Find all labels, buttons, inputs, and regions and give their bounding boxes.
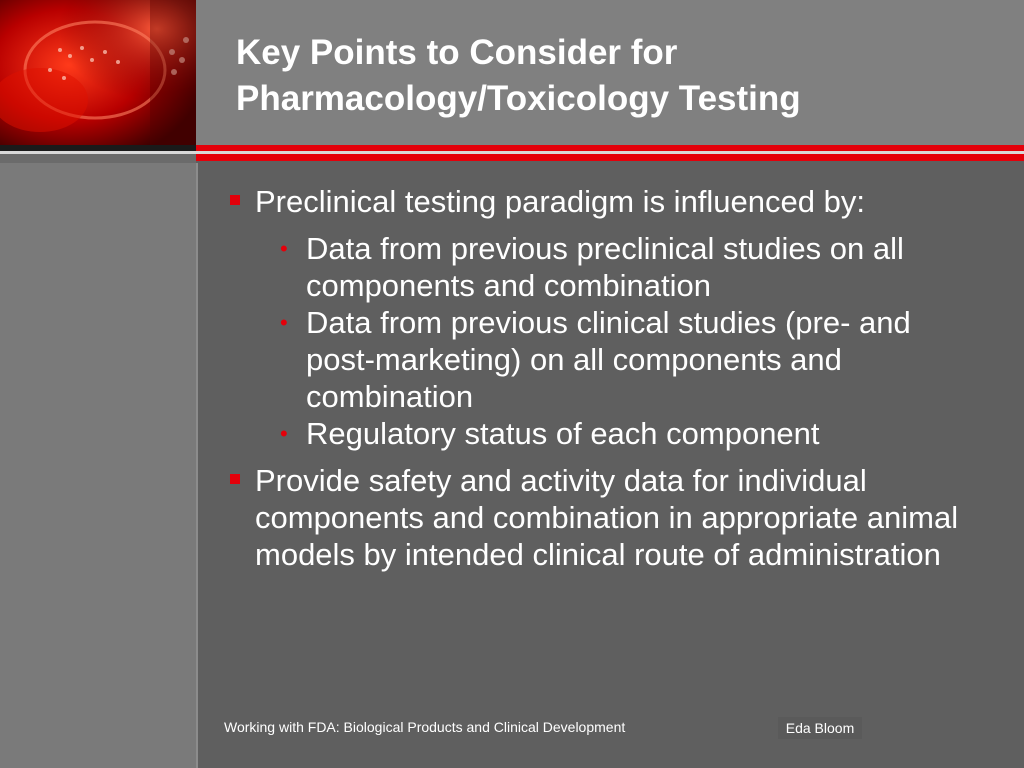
laboratory-photo-image [0,0,196,145]
left-sidebar-panel [0,163,196,768]
square-bullet-icon [230,474,240,484]
slide-body [228,183,988,583]
dot-bullet-icon: • [280,310,288,335]
dot-bullet-icon: • [280,236,288,261]
header-photo [0,0,196,145]
bullet-text: Provide safety and activity data for individual components and combination in appropriate animal models by intended clinical route of administration [255,463,959,572]
bullet-text: Preclinical testing paradigm is influenced by: [255,184,865,219]
dot-bullet-icon: • [280,421,288,446]
sub-bullet-text: Data from previous preclinical studies on all components and combination [306,231,904,303]
sub-bullet-item [228,415,988,452]
sub-bullet-list [228,230,988,452]
sub-bullet-text: Regulatory status of each component [306,416,820,451]
sub-bullet-text: Data from previous clinical studies (pre- and post-marketing) on all components and combination [306,305,911,414]
sub-bullet-item [228,304,988,415]
bullet-item [228,462,988,573]
footer-presentation-title: Working with FDA: Biological Products and Clinical Development [224,719,626,735]
sub-bullet-item [228,230,988,304]
header-rule-gray [0,154,196,163]
bullet-item [228,183,988,220]
square-bullet-icon [230,195,240,205]
footer-author: Eda Bloom [778,717,862,739]
slide-title: Key Points to Consider for Pharmacology/Toxicology Testing [236,33,801,118]
sidebar-divider [196,163,198,768]
